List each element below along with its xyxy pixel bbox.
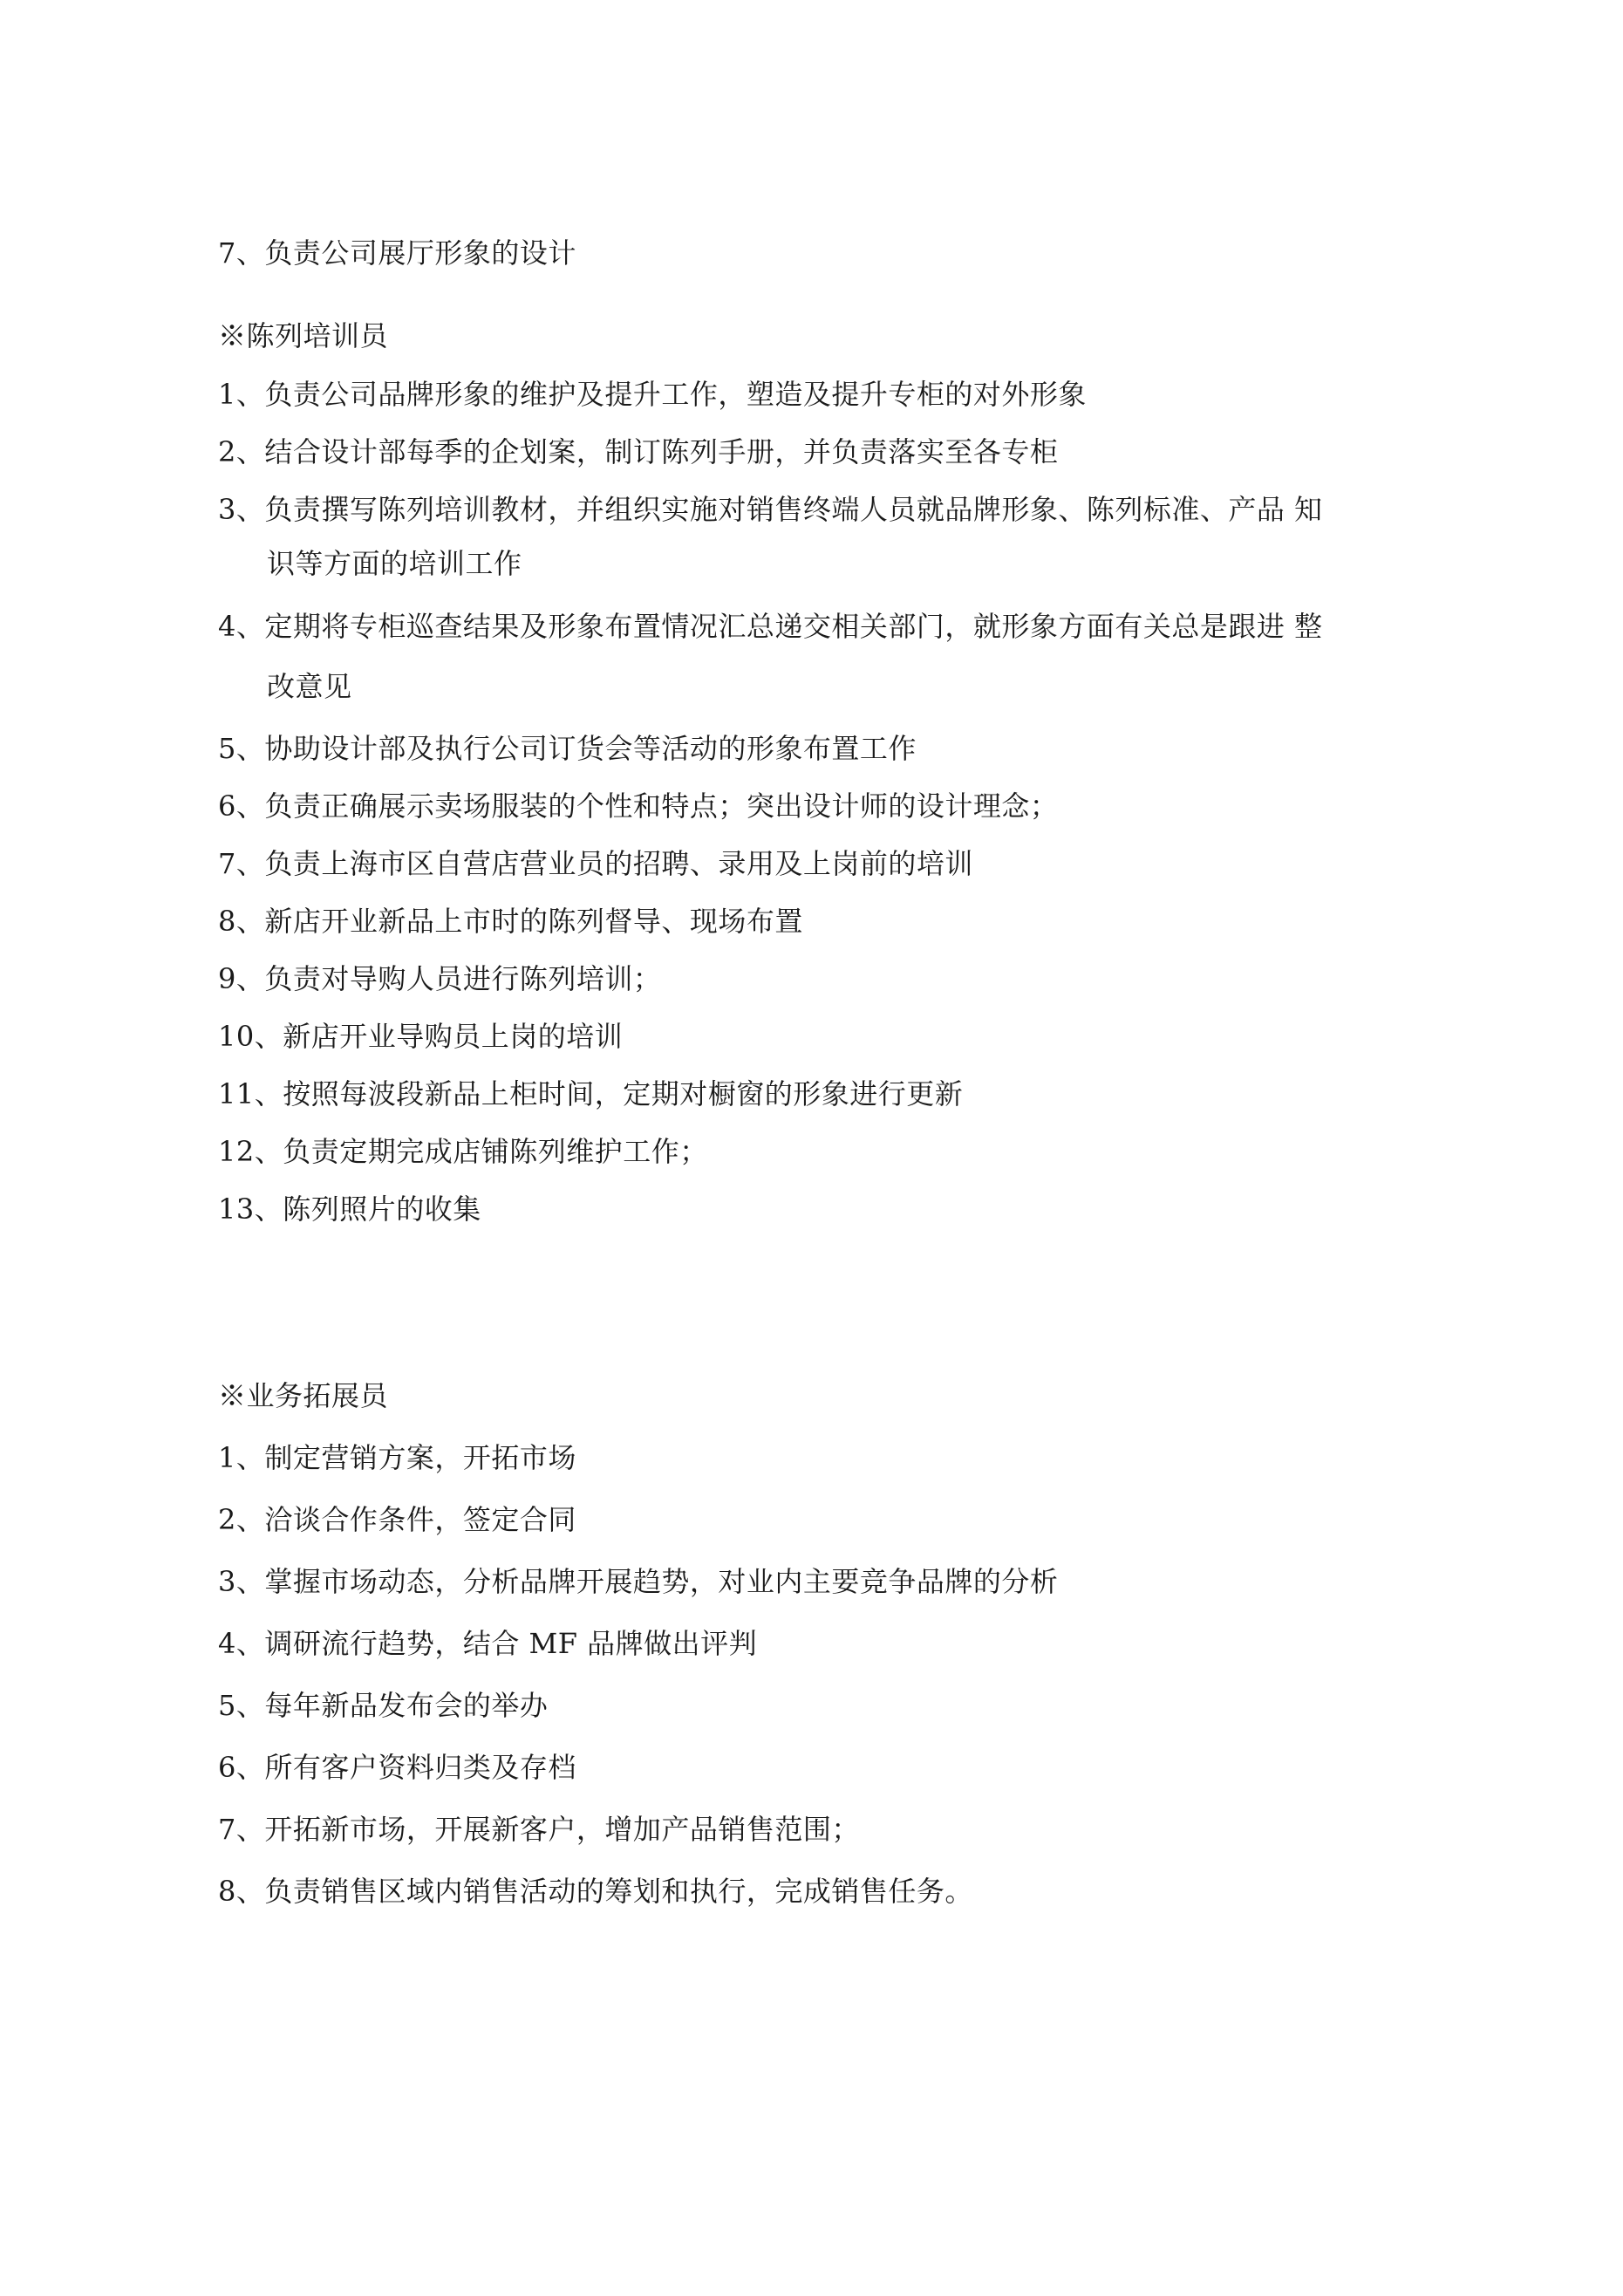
list-item: 3、掌握市场动态，分析品牌开展趋势，对业内主要竞争品牌的分析: [218, 1565, 1059, 1598]
list-item-continuation: 改意见: [267, 670, 352, 703]
list-item: 9、负责对导购人员进行陈列培训；: [218, 962, 662, 995]
list-item: 5、协助设计部及执行公司订货会等活动的形象布置工作: [218, 732, 917, 765]
list-item: 7、负责上海市区自营店营业员的招聘、录用及上岗前的培训: [218, 847, 973, 880]
list-item: 3、负责撰写陈列培训教材，并组织实施对销售终端人员就品牌形象、陈列标准、产品 知: [218, 493, 1323, 526]
list-item: 1、制定营销方案，开拓市场: [218, 1441, 576, 1474]
list-item: 6、所有客户资料归类及存档: [218, 1751, 576, 1784]
list-item: 5、每年新品发布会的举办: [218, 1689, 549, 1722]
list-item: 1、负责公司品牌形象的维护及提升工作，塑造及提升专柜的对外形象: [218, 378, 1087, 411]
list-item: 4、定期将专柜巡查结果及形象布置情况汇总递交相关部门，就形象方面有关总是跟进 整: [218, 610, 1323, 643]
list-item: 8、新店开业新品上市时的陈列督导、现场布置: [218, 905, 803, 938]
list-item: 2、结合设计部每季的企划案，制订陈列手册，并负责落实至各专柜: [218, 435, 1059, 468]
section-heading-display-trainer: ※陈列培训员: [218, 319, 389, 352]
list-item: 8、负责销售区域内销售活动的筹划和执行，完成销售任务。: [218, 1875, 973, 1908]
section-heading-business-developer: ※业务拓展员: [218, 1379, 389, 1412]
list-item: 11、按照每波段新品上柜时间，定期对橱窗的形象进行更新: [218, 1077, 964, 1110]
intro-item: 7、负责公司展厅形象的设计: [218, 236, 576, 270]
list-item-continuation: 识等方面的培训工作: [267, 547, 522, 580]
list-item: 2、洽谈合作条件，签定合同: [218, 1503, 576, 1536]
list-item: 13、陈列照片的收集: [218, 1192, 481, 1226]
list-item: 10、新店开业导购员上岗的培训: [218, 1020, 624, 1053]
list-item: 6、负责正确展示卖场服装的个性和特点；突出设计师的设计理念；: [218, 789, 1059, 823]
list-item: 4、调研流行趋势，结合 MF 品牌做出评判: [218, 1627, 758, 1660]
list-item: 12、负责定期完成店铺陈列维护工作；: [218, 1135, 708, 1168]
list-item: 7、开拓新市场，开展新客户，增加产品销售范围；: [218, 1813, 860, 1846]
